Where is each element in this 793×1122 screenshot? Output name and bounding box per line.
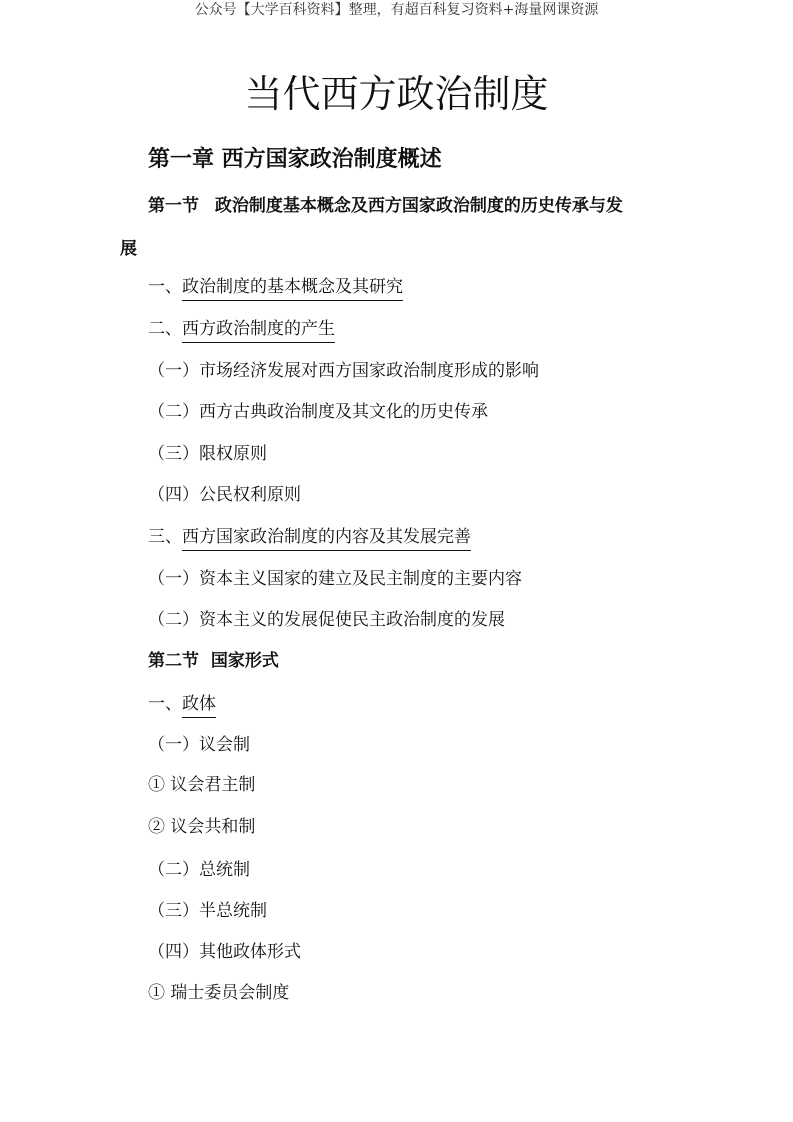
- item2-1-1: [148, 734, 250, 756]
- item-2-1-text: （一）市场经济发展对西方国家政治制度形成的影响: [148, 361, 539, 381]
- item-2-text: 西方政治制度的产生: [182, 319, 335, 343]
- item-3-2: [148, 609, 505, 631]
- item-2-4-text: （四）公民权利原则: [148, 485, 301, 505]
- item-2: [148, 318, 335, 340]
- section-1-heading: [120, 196, 688, 259]
- item2-1-3: [148, 900, 267, 922]
- item-2-prefix: 二、: [148, 319, 182, 339]
- section-1-title-line2: 展: [120, 239, 137, 259]
- item-3-prefix: 三、: [148, 527, 182, 547]
- item-2-2: [148, 401, 488, 423]
- item2-1-4: [148, 941, 301, 963]
- item-2-2-text: （二）西方古典政治制度及其文化的历史传承: [148, 402, 488, 422]
- item-3-1: [148, 568, 522, 590]
- item2-1-1-text: （一）议会制: [148, 735, 250, 755]
- item-1-text: 政治制度的基本概念及其研究: [182, 277, 403, 301]
- item2-1-1-b: [148, 816, 255, 838]
- document-title: 当代西方政治制度: [244, 72, 549, 116]
- item2-1-2: [148, 859, 250, 881]
- item-3-2-text: （二）资本主义的发展促使民主政治制度的发展: [148, 610, 505, 630]
- item2-1-4-a: [148, 982, 289, 1004]
- item-2-3-text: （三）限权原则: [148, 444, 267, 464]
- item2-1-text: 政体: [182, 694, 216, 718]
- item2-1-3-text: （三）半总统制: [148, 901, 267, 921]
- header-note: 公众号【大学百科资料】整理，有超百科复习资料+海量网课资源: [194, 2, 599, 18]
- item-3: [148, 526, 471, 548]
- section-1-title-line1: 政治制度基本概念及西方国家政治制度的历史传承与发: [214, 196, 623, 216]
- item2-1-1-b-text: ② 议会共和制: [148, 817, 256, 837]
- item-3-1-text: （一）资本主义国家的建立及民主制度的主要内容: [148, 569, 522, 589]
- section-2-label: 第二节: [148, 651, 199, 671]
- item2-1-1-a: [148, 774, 255, 796]
- item2-1-prefix: 一、: [148, 694, 182, 714]
- item-1-prefix: 一、: [148, 277, 182, 297]
- section-2-title: 国家形式: [210, 651, 279, 671]
- section-2-heading: [148, 651, 688, 671]
- item-2-3: [148, 443, 267, 465]
- item2-1-4-text: （四）其他政体形式: [148, 942, 301, 962]
- item-2-1: [148, 360, 539, 382]
- item2-1: [148, 693, 216, 715]
- chapter-heading: 第一章 西方国家政治制度概述: [148, 146, 442, 172]
- item2-1-2-text: （二）总统制: [148, 860, 250, 880]
- item-3-text: 西方国家政治制度的内容及其发展完善: [182, 527, 471, 551]
- item2-1-4-a-text: ① 瑞士委员会制度: [148, 983, 290, 1003]
- item2-1-1-a-text: ① 议会君主制: [148, 775, 256, 795]
- item-2-4: [148, 484, 301, 506]
- section-1-label: 第一节: [148, 196, 199, 216]
- item-1: [148, 276, 403, 298]
